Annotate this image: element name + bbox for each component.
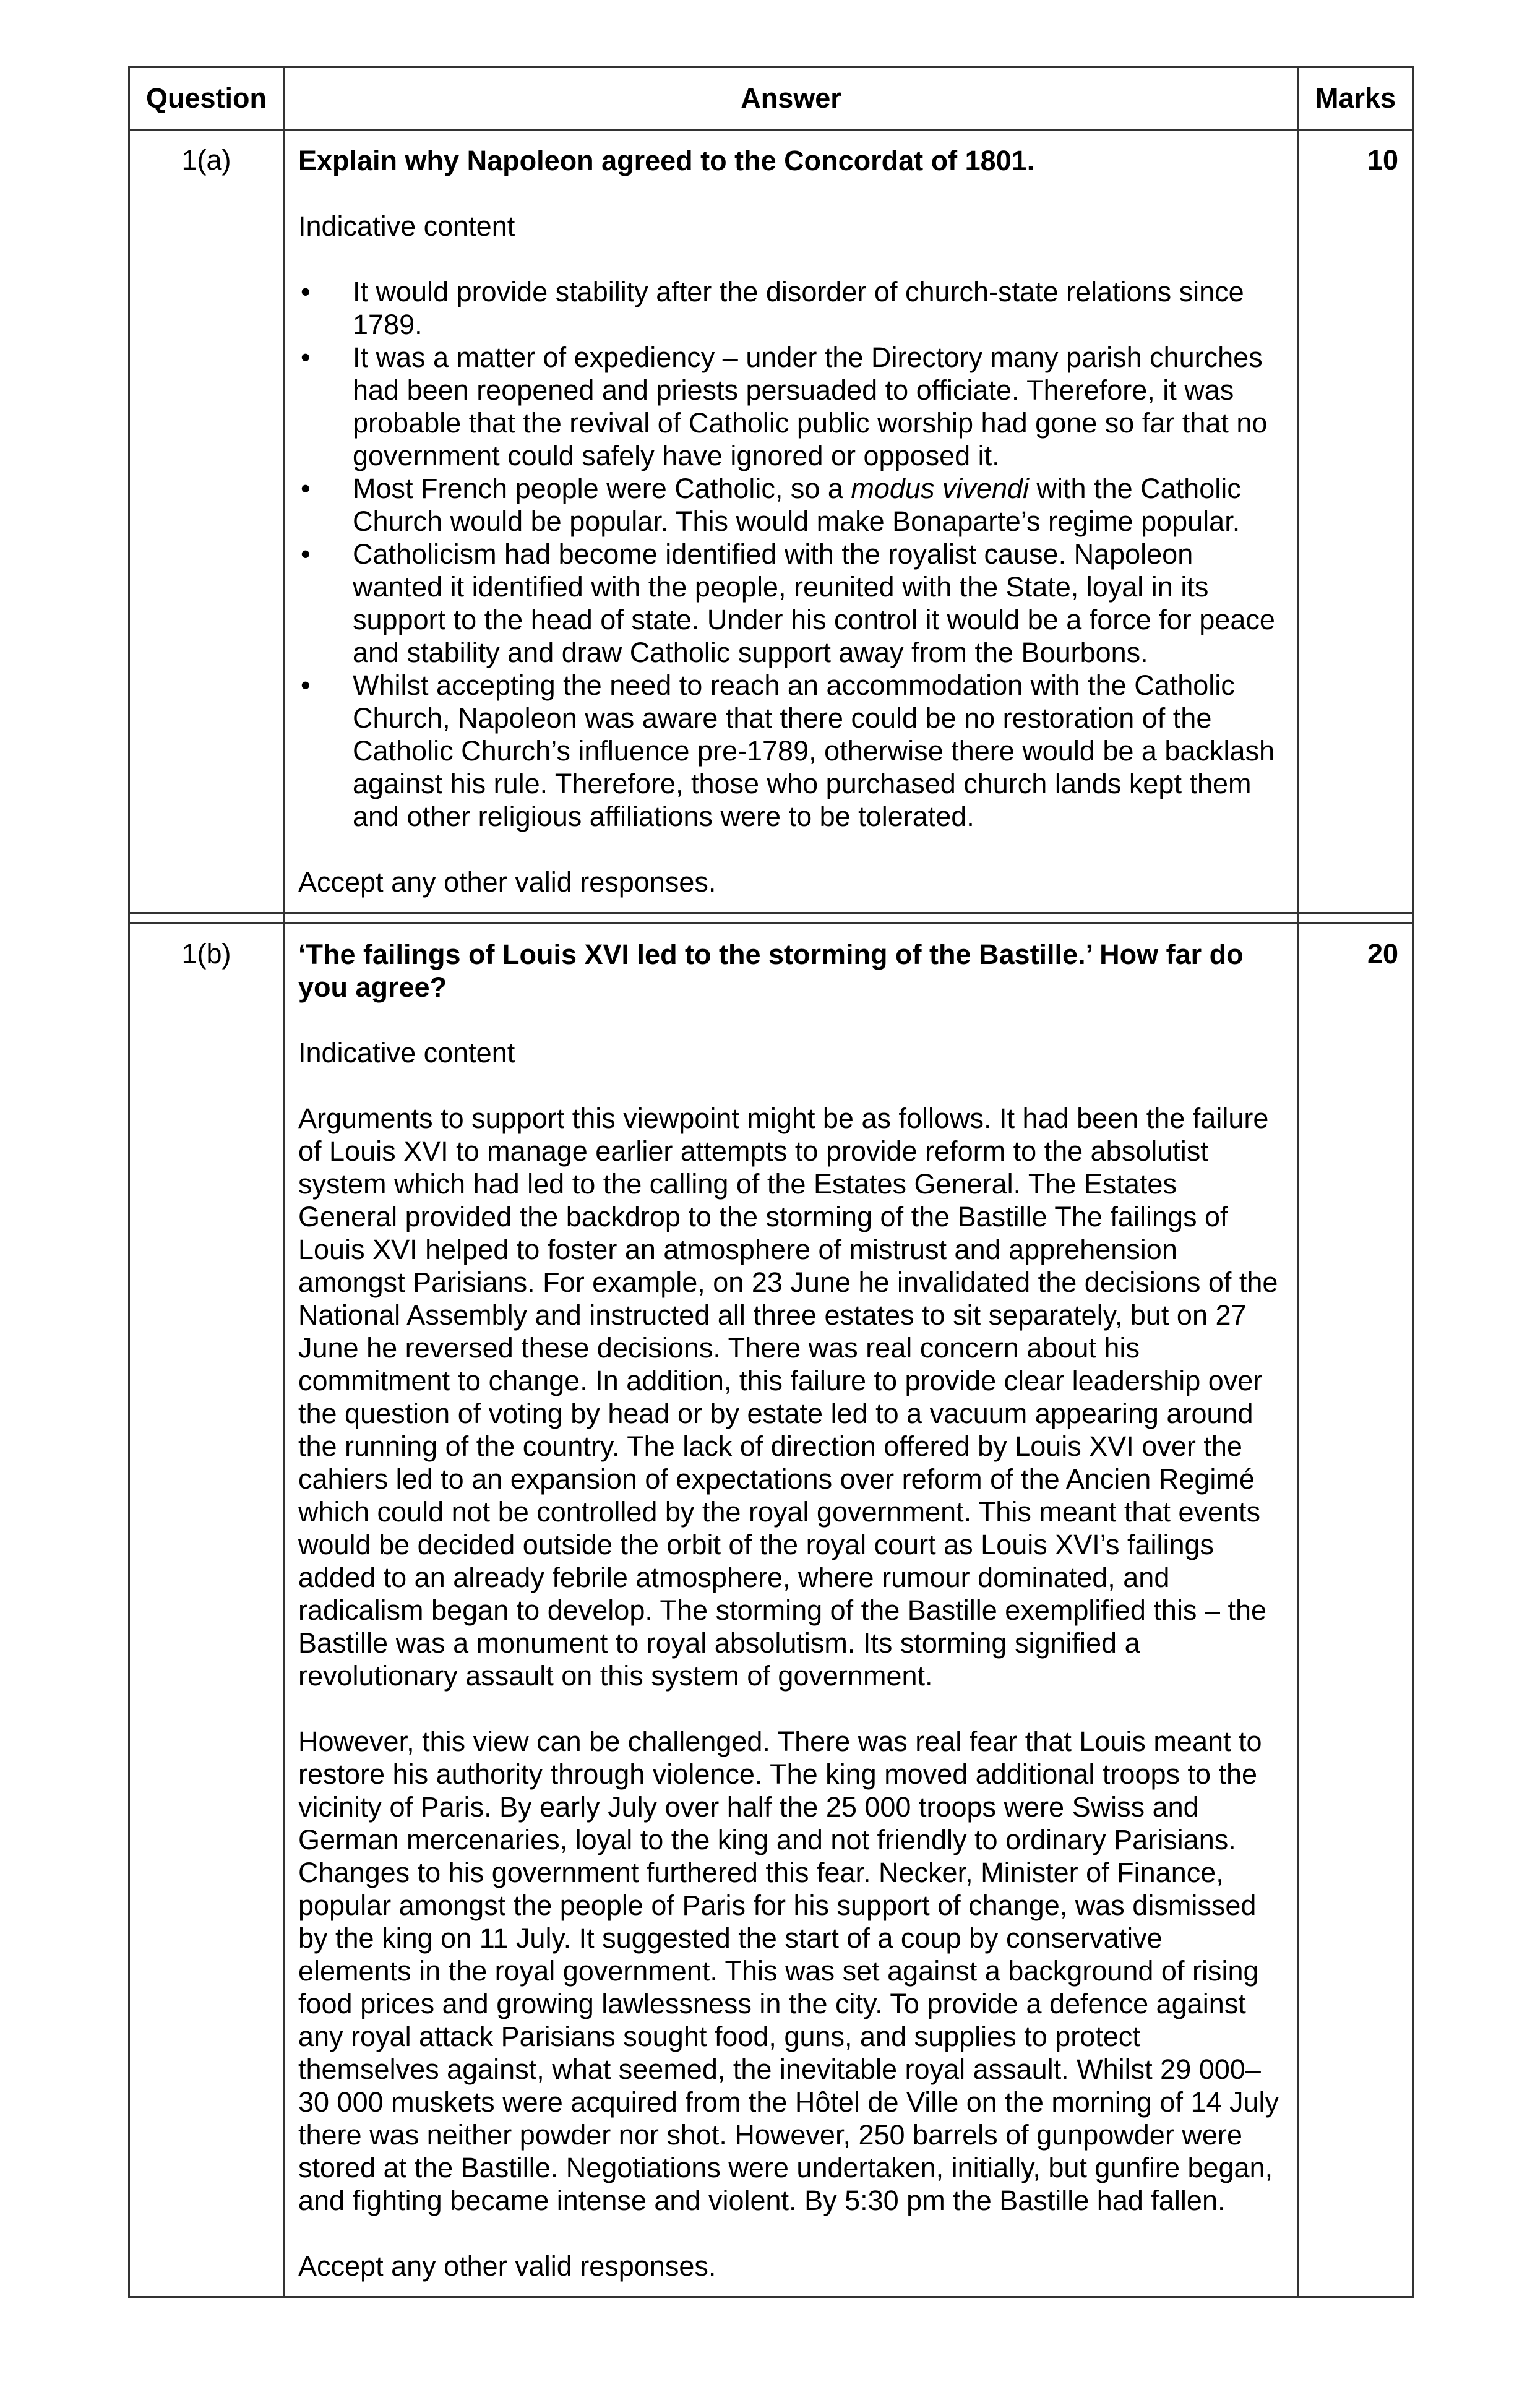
list-item: • It would provide stability after the disorder of church-state relations since 1789. (301, 276, 1244, 340)
question-title: Explain why Napoleon agreed to the Concordat of 1801. (298, 145, 1035, 176)
question-number: 1(a) (129, 130, 284, 913)
answer-cell (284, 924, 1299, 2297)
marks-header: Marks (1299, 67, 1413, 130)
bullet-list (298, 275, 1283, 833)
question-row-1b (129, 924, 1413, 2297)
list-item: • It was a matter of expediency – under the Directory many parish churches had been reopened and priests persuaded to officiate. Therefore, it was probable that the revival of Catholic public worship had gone so far that no government could safely have ignored or opposed it. (301, 342, 1268, 471)
mark-scheme-table (128, 66, 1414, 2298)
accept-note: Accept any other valid responses. (298, 866, 716, 898)
indicative-label: Indicative content (298, 1037, 515, 1069)
indicative-label: Indicative content (298, 210, 515, 242)
accept-note: Accept any other valid responses. (298, 2250, 716, 2282)
paragraph-support: Arguments to support this viewpoint might be as follows. It had been the failure of Louis XVI to manage earlier attempts to provide reform to the absolutist system which had led to the calling of the Estates General. The Estates General provided the backdrop to the storming of the Bastille The failings of Louis XVI helped to foster an atmosphere of mistrust and apprehension amongst Parisians. For example, on 23 June he invalidated the decisions of the National Assembly and instructed all three estates to sit separately, but on 27 June he reversed these decisions. There was real concern about his commitment to change. In addition, this failure to provide clear leadership over the question of voting by head or by estate led to a vacuum appearing around the running of the country. The lack of direction offered by Louis XVI over the cahiers led to an expansion of expectations over reform of the Ancien Regimé which could not be controlled by the royal government. This meant that events would be decided outside the orbit of the royal court as Louis XVI’s failings added to an already febrile atmosphere, where rumour dominated, and radicalism began to develop. The storming of the Bastille exemplified this – the Bastille was a monument to royal absolutism. Its storming signified a revolutionary assault on this system of government. (298, 1103, 1278, 1692)
bullet-icon: • (301, 342, 311, 373)
list-item: • Most French people were Catholic, so a modus vivendi with the Catholic Church would be popular. This would make Bonaparte’s regime popular. (301, 473, 1241, 537)
question-row-1a (129, 130, 1413, 913)
question-header: Question (129, 67, 284, 130)
row-separator (129, 913, 1413, 924)
list-item: • Whilst accepting the need to reach an accommodation with the Catholic Church, Napoleon was aware that there could be no restoration of the Catholic Church’s influence pre-1789, otherwise there would be a backlash against his rule. Therefore, those who purchased church lands kept them and other religious affiliations were to be tolerated. (301, 669, 1275, 832)
bullet-icon: • (301, 473, 311, 504)
bullet-icon: • (301, 669, 311, 701)
bullet-icon: • (301, 276, 311, 307)
paragraph-challenge: However, this view can be challenged. There was real fear that Louis meant to restore his authority through violence. The king moved additional troops to the vicinity of Paris. By early July over half the 25 000 troops were Swiss and German mercenaries, loyal to the king and not friendly to ordinary Parisians. Changes to his government furthered this fear. Necker, Minister of Finance, popular amongst the people of Paris for his support of change, was dismissed by the king on 11 July. It suggested the start of a coup by conservative elements in the royal government. This was set against a background of rising food prices and growing lawlessness in the city. To provide a defence against any royal attack Parisians sought food, guns, and supplies to protect themselves against, what seemed, the inevitable royal assault. Whilst 29 000–30 000 muskets were acquired from the Hôtel de Ville on the morning of 14 July there was neither powder nor shot. However, 250 barrels of gunpowder were stored at the Bastille. Negotiations were undertaken, initially, but gunfire began, and fighting became intense and violent. By 5:30 pm the Bastille had fallen. (298, 1726, 1279, 2216)
marks-value: 20 (1299, 924, 1413, 2297)
answer-cell (284, 130, 1299, 913)
question-number: 1(b) (129, 924, 284, 2297)
question-title: ‘The failings of Louis XVI led to the storming of the Bastille.’ How far do you agree? (298, 939, 1244, 1003)
list-item: • Catholicism had become identified with the royalist cause. Napoleon wanted it identified with the people, reunited with the State, loyal in its support to the head of state. Under his control it would be a force for peace and stability and draw Catholic support away from the Bourbons. (301, 538, 1275, 668)
answer-header: Answer (284, 67, 1299, 130)
header-row (129, 67, 1413, 130)
marks-value: 10 (1299, 130, 1413, 913)
bullet-icon: • (301, 538, 311, 570)
